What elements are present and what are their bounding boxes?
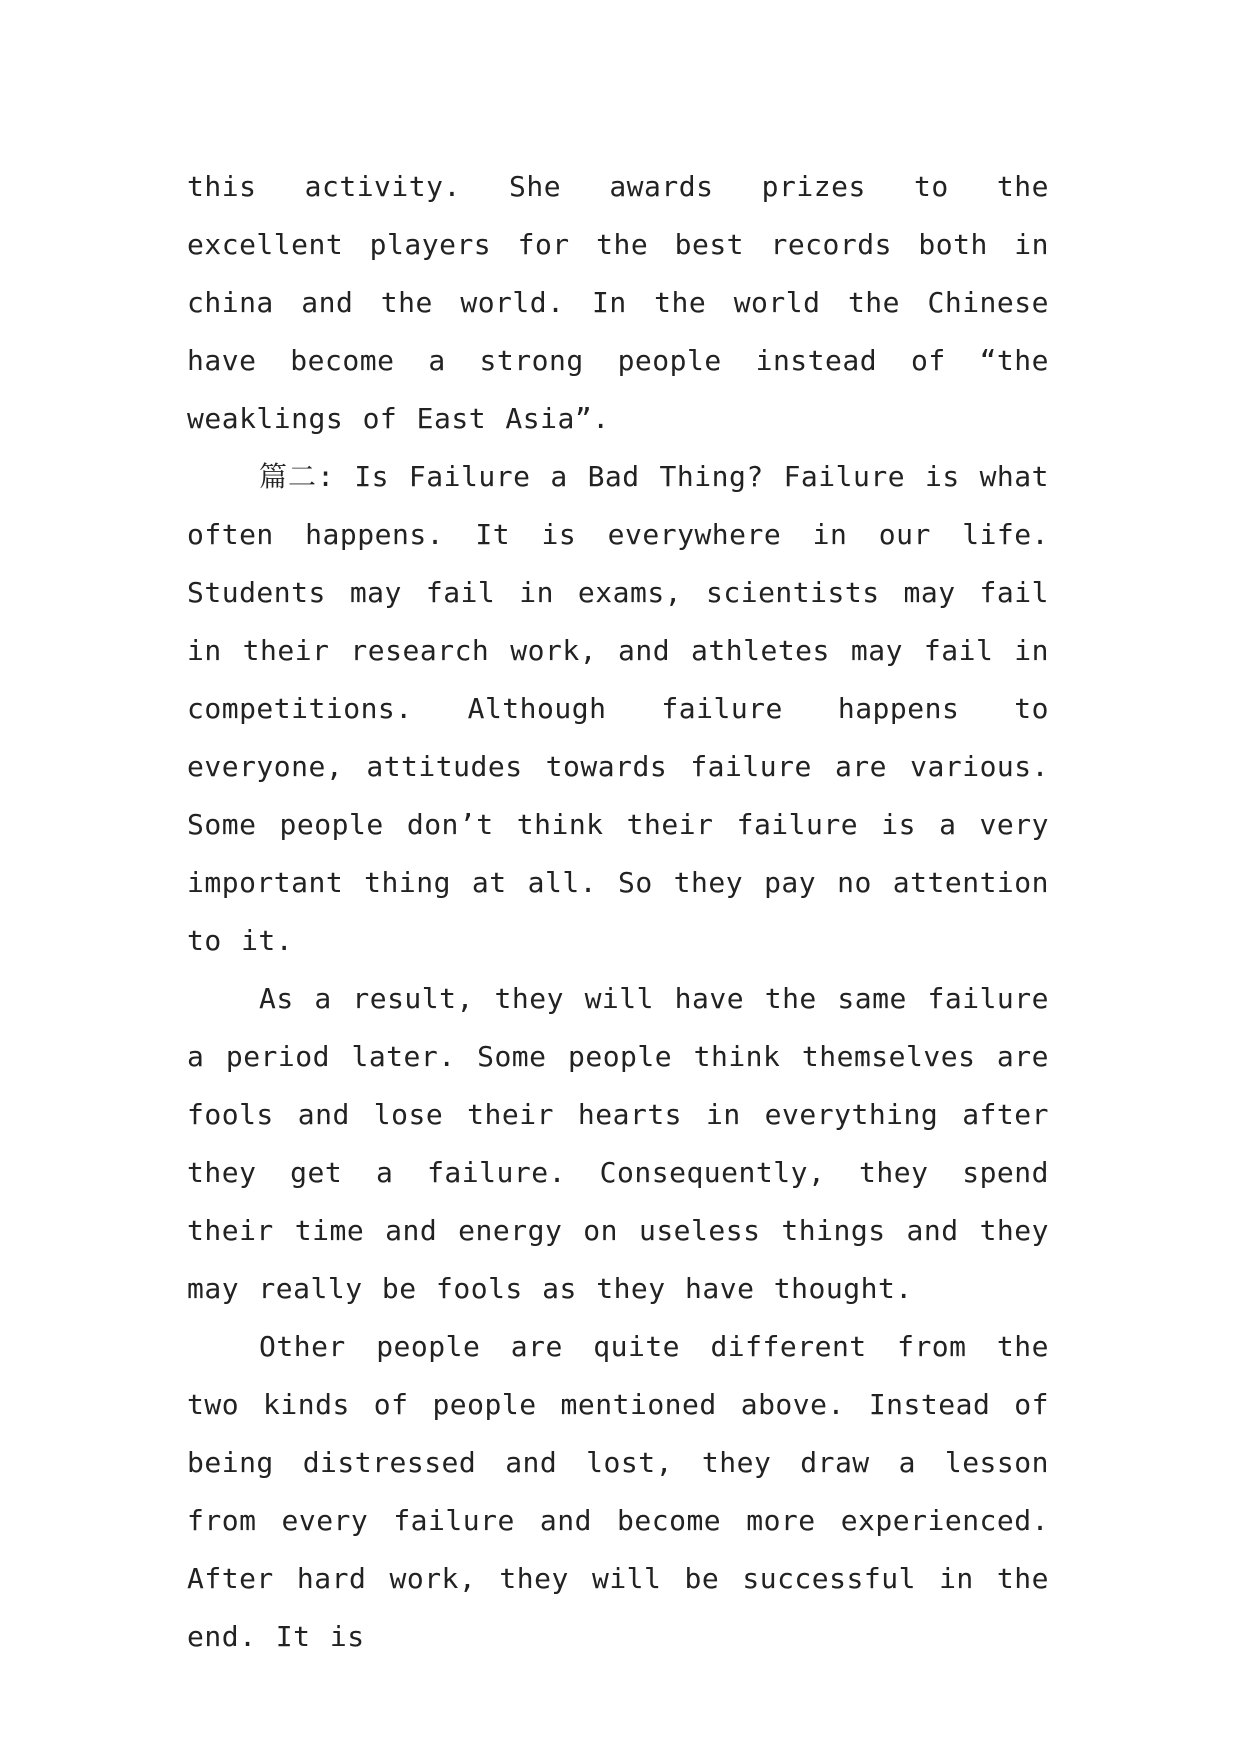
paragraph-2: 篇二: Is Failure a Bad Thing? Failure is what often happens. It is everywhere in our life. Students may fail in exams, scientists may fail in their research work, and athletes may fail in competitions. Although failure happens to everyone, attitudes towards failure are various. Some people don’t think their failure is a very important thing at all. So they pay no attention to it. [187,460,1049,957]
paragraph-3: As a result, they will have the same failure a period later. Some people think themselves are fools and lose their hearts in everything after they get a failure. Consequently, they spend their time and energy on useless things and they may really be fools as they have thought. [187,982,1049,1305]
body-text [187,158,1049,1666]
paragraph-4: Other people are quite different from the two kinds of people mentioned above. Instead of being distressed and lost, they draw a lesson from every failure and become more experienced. After hard work, they will be successful in the end. It is [187,1330,1049,1653]
paragraph-1: this activity. She awards prizes to the excellent players for the best records both in china and the world. In the world the Chinese have become a strong people instead of “the weaklings of East Asia”. [187,170,1049,435]
